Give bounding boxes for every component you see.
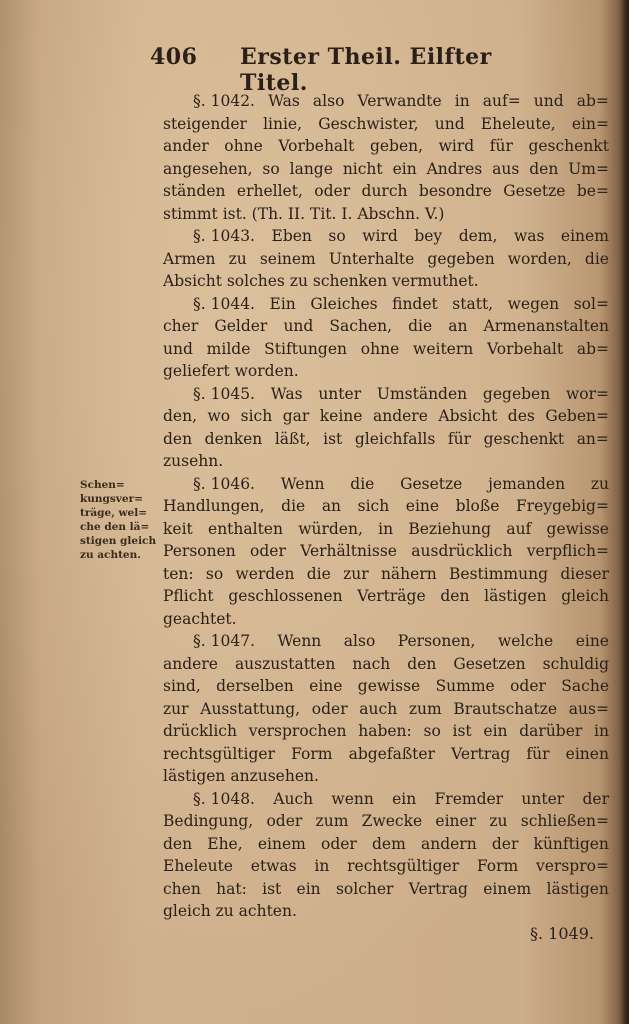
word: geschenkt [528, 137, 609, 155]
text-line [163, 158, 609, 181]
word: aus= [568, 699, 609, 718]
margin-note-line: che den lä= [80, 521, 150, 533]
word: wenn [331, 789, 374, 808]
text-line [163, 743, 609, 766]
word: die [350, 474, 375, 493]
margin-note [80, 478, 158, 562]
text-line [163, 810, 609, 833]
word: Gesetze [400, 474, 463, 493]
word: unter [521, 789, 565, 808]
word: Gleiches [310, 294, 378, 313]
word: lästigen [546, 879, 609, 898]
word: §. 1045. [193, 384, 255, 403]
word: dem [372, 834, 406, 853]
word: für [489, 137, 513, 155]
word: dieser [560, 564, 609, 583]
word: §. 1044. [193, 294, 255, 313]
word: dem, [458, 227, 498, 245]
word: nicht [342, 159, 383, 178]
word: etwas [250, 857, 297, 875]
word: lästigen anzusehen. [163, 767, 319, 785]
word: ein [392, 159, 417, 178]
word: oder [250, 542, 286, 560]
word: keine [319, 407, 363, 425]
word: Form [291, 744, 333, 763]
word: haben: [358, 722, 412, 740]
text-line [163, 248, 609, 271]
text-line [163, 383, 609, 406]
word: den, [163, 407, 198, 425]
word: Vorbehalt [487, 339, 564, 358]
word: Armenanstalten [483, 317, 609, 335]
word: würden, [298, 519, 363, 538]
word: gar [282, 407, 310, 425]
word: Um= [568, 159, 609, 178]
word: für [526, 744, 550, 763]
word: chen [163, 879, 201, 898]
text-line [163, 608, 609, 631]
word: den [407, 654, 437, 673]
word: also [312, 92, 345, 110]
word: ander [163, 137, 209, 155]
word: lange [289, 159, 333, 178]
word: also [343, 632, 376, 650]
text-line [163, 293, 609, 316]
text-line [163, 878, 609, 901]
word: einem [257, 834, 306, 853]
word: eine [575, 632, 609, 650]
word: Gesetze [503, 182, 566, 200]
word: nach [352, 654, 391, 673]
word: Vertrag [408, 879, 468, 898]
text-line [163, 90, 609, 113]
word: ein [296, 879, 321, 898]
word: zu [590, 474, 609, 493]
word: gleich zu achten. [163, 902, 297, 920]
text-line [163, 540, 609, 563]
word: durch [361, 182, 408, 200]
word: eine [309, 677, 343, 695]
word: Fremder [434, 789, 504, 808]
word: §. 1048. [193, 789, 255, 808]
text-line [163, 450, 609, 473]
word: ab= [576, 339, 609, 358]
text-line [163, 428, 609, 451]
word: so [423, 722, 441, 740]
word: ein [483, 722, 508, 740]
word: zum [315, 812, 349, 830]
word: Wenn [280, 474, 325, 493]
word: Wenn [277, 632, 322, 650]
text-line [163, 473, 609, 496]
word: schuldig [542, 654, 609, 673]
page-number: 406 [150, 44, 198, 70]
word: zur [343, 564, 369, 583]
word: ein= [571, 114, 609, 133]
word: schließen= [520, 812, 609, 830]
word: §. 1047. [193, 632, 255, 650]
word: cher [163, 317, 199, 335]
word: die [408, 317, 433, 335]
text-line [163, 720, 609, 743]
word: Eheleute, [480, 114, 556, 133]
word: Beziehung [408, 519, 492, 538]
word: wor= [565, 384, 609, 403]
word: weitern [413, 339, 474, 358]
word: sol= [573, 294, 609, 313]
text-line [163, 788, 609, 811]
word: steigender [163, 114, 247, 133]
word: den [440, 587, 470, 605]
word: läßt, [274, 429, 311, 448]
word: in [594, 722, 609, 740]
word: ständen [163, 182, 226, 200]
word: seinem [259, 249, 316, 268]
word: in [314, 857, 330, 875]
word: Verhältnisse [300, 542, 397, 560]
page-header [150, 44, 530, 96]
word: Armen [163, 249, 216, 268]
word: in [454, 92, 470, 110]
margin-note-line: Schen= [80, 479, 125, 491]
word: zur [163, 699, 189, 718]
word: auf [506, 519, 532, 538]
word: Verträge [357, 587, 426, 605]
word: Ausstattung, [200, 699, 301, 718]
word: ohne [224, 137, 263, 155]
word: Personen [163, 542, 236, 560]
text-line [163, 495, 609, 518]
word: ten: [163, 564, 194, 583]
word: zu [228, 249, 247, 268]
text-line [163, 855, 609, 878]
word: Auch [273, 789, 314, 808]
word: auch [359, 699, 398, 718]
word: geschlossenen [228, 587, 343, 605]
word: denken [204, 429, 263, 448]
word: die [584, 249, 609, 268]
text-line [163, 653, 609, 676]
word: Geschwister, [318, 114, 419, 133]
word: und [163, 339, 193, 358]
word: wird [438, 137, 475, 155]
word: Pflicht [163, 587, 214, 605]
word: einer [435, 812, 477, 830]
word: Ein [269, 294, 296, 313]
word: wird [362, 227, 398, 245]
word: so [262, 159, 280, 178]
word: abgefaßter [348, 744, 435, 763]
margin-note-line: träge, wel= [80, 507, 148, 519]
word: eine [405, 497, 440, 515]
word: Zwecke [361, 812, 423, 830]
word: werden [235, 564, 295, 583]
word: Brautschatze [453, 699, 558, 718]
word: die [306, 564, 331, 583]
word: den [163, 429, 193, 448]
word: Freygebig= [515, 497, 609, 515]
word: Unterhalte [328, 249, 415, 268]
text-line [163, 338, 609, 361]
text-line [163, 765, 609, 788]
word: §. 1043. [193, 227, 255, 245]
word: be= [576, 182, 609, 200]
word: lästigen [484, 587, 547, 605]
word: der [491, 834, 519, 853]
word: so [205, 564, 224, 583]
word: die [281, 497, 306, 515]
word: drücklich [163, 722, 237, 740]
word: Umständen [376, 384, 468, 403]
word: unter [318, 384, 362, 403]
word: gegeben [482, 384, 551, 403]
word: an= [576, 429, 609, 448]
word: Gelder [214, 317, 268, 335]
text-line [163, 203, 609, 226]
word: Eheleute [163, 857, 233, 875]
word: verspro= [536, 857, 609, 875]
word: Personen, [397, 632, 476, 650]
word: Form [476, 857, 519, 875]
word: §. 1042. [193, 92, 255, 110]
text-line [163, 630, 609, 653]
word: versprochen [248, 722, 347, 740]
text-line [163, 225, 609, 248]
word: geben, [369, 137, 424, 155]
word: Eben [271, 227, 312, 245]
text-line [163, 113, 609, 136]
word: derselben [216, 677, 294, 695]
word: sind, [163, 677, 201, 695]
word: sich [357, 497, 390, 515]
text-line [163, 675, 609, 698]
word: Absicht solches zu schenken vermuthet. [163, 272, 479, 290]
word: an [448, 317, 468, 335]
word: Was [270, 384, 303, 403]
text-line [163, 315, 609, 338]
word: verpflich= [526, 542, 609, 560]
body-text [163, 90, 609, 923]
text-line [163, 585, 609, 608]
word: linie, [263, 114, 303, 133]
word: Vorbehalt [278, 137, 355, 155]
word: zusehn. [163, 452, 224, 470]
word: künftigen [533, 834, 609, 853]
word: ein [392, 789, 417, 808]
word: rechtsgültiger [347, 857, 460, 875]
word: Summe [435, 677, 495, 695]
margin-note-line: stigen gleich [80, 535, 157, 547]
word: Andres [426, 159, 483, 178]
word: gleich [561, 587, 609, 605]
word: Vertrag [451, 744, 511, 763]
catchword: §. 1049. [530, 924, 594, 943]
word: rechtsgültiger [163, 744, 275, 763]
word: nähern [380, 564, 437, 583]
word: ist [323, 429, 343, 448]
word: Was [268, 92, 300, 110]
word: oder [311, 699, 348, 718]
word: andern [420, 834, 477, 853]
text-line [163, 135, 609, 158]
word: des [507, 407, 535, 425]
word: stimmt ist. (Th. II. Tit. I. Abschn. V.) [163, 204, 445, 223]
word: einen [565, 744, 609, 763]
text-line [163, 405, 609, 428]
word: wo [207, 407, 231, 425]
word: hat: [216, 879, 247, 898]
page-edge-shadow [619, 0, 629, 1024]
word: aus [492, 159, 520, 178]
word: ist [452, 722, 472, 740]
word: gleichfalls [354, 429, 436, 448]
word: welche [497, 632, 554, 650]
word: Gesetzen [453, 654, 526, 673]
word: keit [163, 519, 193, 538]
word: auf= [482, 92, 521, 110]
word: oder [320, 834, 357, 853]
word: was [513, 227, 545, 245]
word: an [321, 497, 342, 515]
word: geliefert worden. [163, 362, 299, 380]
word: Verwandte [357, 92, 442, 110]
word: Geben= [545, 407, 609, 425]
word: Sachen, [329, 317, 393, 335]
text-line [163, 698, 609, 721]
word: Bedingung, [163, 812, 254, 830]
word: zu [489, 812, 508, 830]
word: oder [510, 677, 546, 695]
word: milde [206, 339, 251, 358]
word: bloße [455, 497, 500, 515]
word: findet [392, 294, 438, 313]
word: so [328, 227, 346, 245]
word: solcher [335, 879, 394, 898]
word: andere [372, 407, 428, 425]
text-line [163, 360, 609, 383]
word: ohne [360, 339, 400, 358]
word: ist [262, 879, 282, 898]
word: einem [560, 227, 609, 245]
word: angesehen, [163, 159, 253, 178]
margin-note-line: kungsver= [80, 493, 143, 505]
text-line [163, 900, 609, 923]
margin-note-line: zu achten. [80, 549, 141, 561]
word: jemanden [488, 474, 566, 493]
word: statt, [452, 294, 494, 313]
text-line [163, 180, 609, 203]
word: und [434, 114, 465, 133]
word: bey [414, 227, 443, 245]
word: wegen [507, 294, 560, 313]
word: den [529, 159, 559, 178]
text-line [163, 270, 609, 293]
word: auszustatten [234, 654, 336, 673]
word: den [163, 834, 193, 853]
word: erhellet, [236, 182, 303, 200]
word: in [378, 519, 394, 538]
word: ausdrücklich [411, 542, 513, 560]
word: geachtet. [163, 609, 237, 628]
word: der [582, 789, 609, 808]
word: oder [266, 812, 303, 830]
word: geschenkt [483, 429, 565, 448]
word: darüber [519, 722, 583, 740]
word: Handlungen, [163, 497, 265, 515]
word: besondre [418, 182, 492, 200]
word: andere [163, 654, 218, 673]
word: Absicht [438, 407, 498, 425]
word: enthalten [208, 519, 283, 538]
text-line [163, 833, 609, 856]
word: ab= [576, 92, 609, 110]
text-line [163, 518, 609, 541]
word: oder [314, 182, 351, 200]
word: Sache [561, 677, 609, 695]
word: einem [483, 879, 532, 898]
running-title: Erster Theil. Eilfter Titel. [240, 44, 492, 96]
word: gewisse [357, 677, 421, 695]
word: für [447, 429, 472, 448]
text-line [163, 563, 609, 586]
word: Stiftungen [264, 339, 347, 358]
word: gegeben [427, 249, 495, 268]
word: Ehe, [207, 834, 243, 853]
word: und [283, 317, 314, 335]
word: §. 1046. [193, 474, 255, 493]
word: worden, [507, 249, 572, 268]
word: gewisse [546, 519, 609, 538]
word: sich [240, 407, 273, 425]
word: zum [408, 699, 442, 718]
word: und [533, 92, 564, 110]
word: Bestimmung [449, 564, 549, 583]
